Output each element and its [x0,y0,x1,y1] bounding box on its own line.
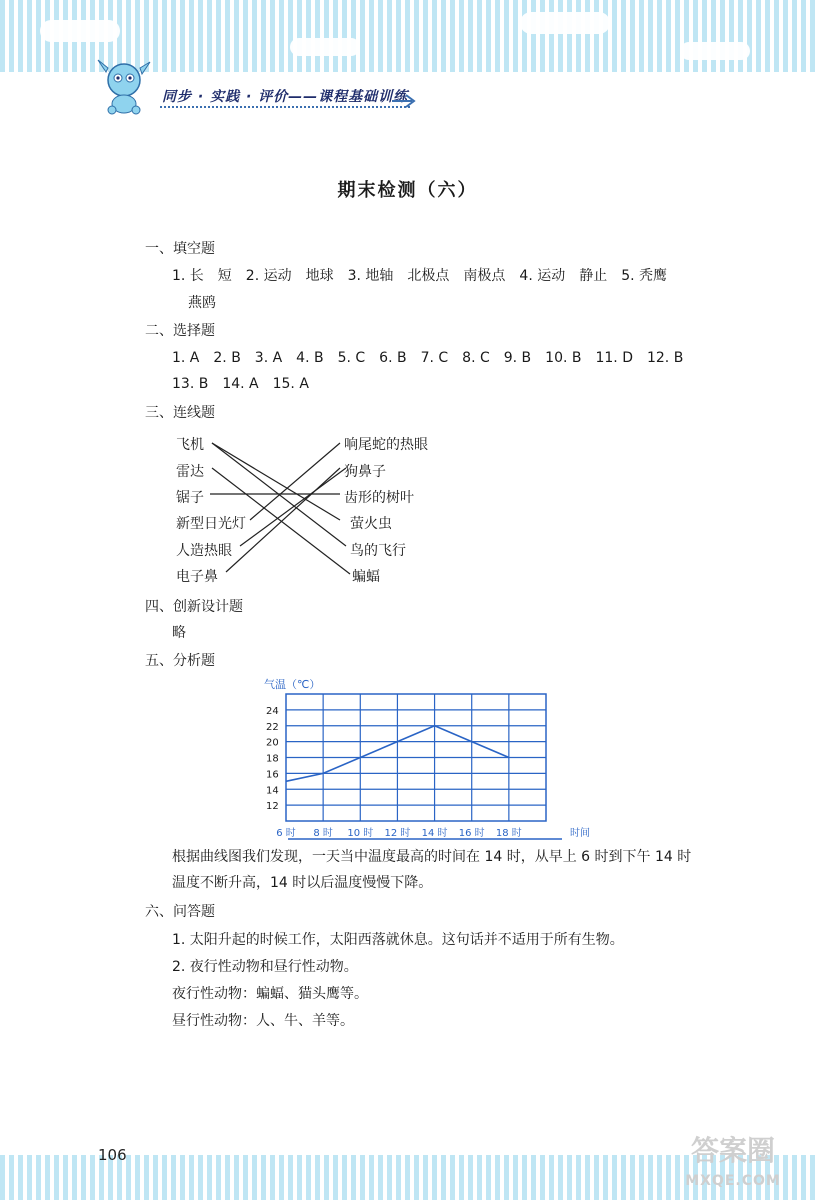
section-heading-qa: 六、问答题 [145,904,215,920]
match-left-item: 人造热眼 [176,543,232,559]
match-left-item: 雷达 [176,464,204,480]
y-axis-label: 气温（℃） [264,678,321,691]
section-heading-choice: 二、选择题 [145,323,215,339]
y-tick-label: 20 [266,737,279,749]
temperature-line-chart [262,676,612,846]
answer-line: 13. B 14. A 15. A [172,376,309,392]
y-tick-labels [266,706,279,812]
answer-line: 1. A 2. B 3. A 4. B 5. C 6. B 7. C 8. C 9. B 10. B 11. D 12. B [172,350,684,366]
answer-line: 2. 夜行性动物和昼行性动物。 [172,959,358,975]
match-right-item: 蝙蝠 [352,569,380,585]
match-line [212,443,340,520]
series-header: 同步 · 实践 · 评价——课程基础训练 [162,89,409,105]
match-right-item: 齿形的树叶 [344,490,414,506]
match-left-item: 电子鼻 [176,569,218,585]
section-heading-design: 四、创新设计题 [145,599,243,615]
analysis-conclusion: 根据曲线图我们发现，一天当中温度最高的时间在 14 时，从早上 6 时到下午 14 时 [172,849,692,865]
section-heading-fill-blank: 一、填空题 [145,241,215,257]
answer-line: 夜行性动物：蝙蝠、猫头鹰等。 [172,986,368,1002]
match-right-item: 萤火虫 [350,516,392,532]
match-left-item: 锯子 [176,490,204,506]
section-heading-analysis: 五、分析题 [145,653,215,669]
x-tick-label: 12 时 [384,828,411,839]
y-tick-label: 16 [266,769,279,781]
answer-line: 略 [172,625,186,641]
x-tick-label: 8 时 [313,828,333,839]
match-right-item: 狗鼻子 [344,464,386,480]
match-left-item: 新型日光灯 [176,516,246,532]
y-tick-label: 14 [266,785,279,797]
match-right-item: 响尾蛇的热眼 [344,437,428,453]
x-axis-label: 时间 [570,828,590,839]
x-tick-label: 14 时 [421,828,448,839]
analysis-conclusion: 温度不断升高，14 时以后温度慢慢下降。 [172,875,433,891]
x-tick-label: 10 时 [347,828,374,839]
watermark-url: MXQE.COM [685,1173,781,1189]
watermark-text: 答案圈 [690,1134,775,1167]
x-tick-label: 6 时 [276,828,296,839]
match-left-item: 飞机 [176,437,204,453]
y-tick-label: 22 [266,721,279,733]
page-title: 期末检测（六） [337,180,478,201]
answer-line: 1. 长 短 2. 运动 地球 3. 地轴 北极点 南极点 4. 运动 静止 5. 秃鹰 [172,268,668,284]
section-heading-matching: 三、连线题 [145,405,215,421]
x-tick-label: 18 时 [495,828,522,839]
answer-line: 昼行性动物：人、牛、羊等。 [172,1013,354,1029]
y-tick-label: 18 [266,753,279,765]
page-number: 106 [98,1146,127,1164]
x-tick-label: 16 时 [458,828,485,839]
answer-line: 1. 太阳升起的时候工作，太阳西落就休息。这句话并不适用于所有生物。 [172,932,624,948]
answer-line: 燕鸥 [188,295,216,311]
match-line [226,468,340,572]
watermark-logo [658,1136,808,1196]
x-tick-labels [276,826,562,839]
y-tick-label: 12 [266,801,279,813]
y-tick-label: 24 [266,705,279,717]
match-right-item: 鸟的飞行 [350,543,406,559]
